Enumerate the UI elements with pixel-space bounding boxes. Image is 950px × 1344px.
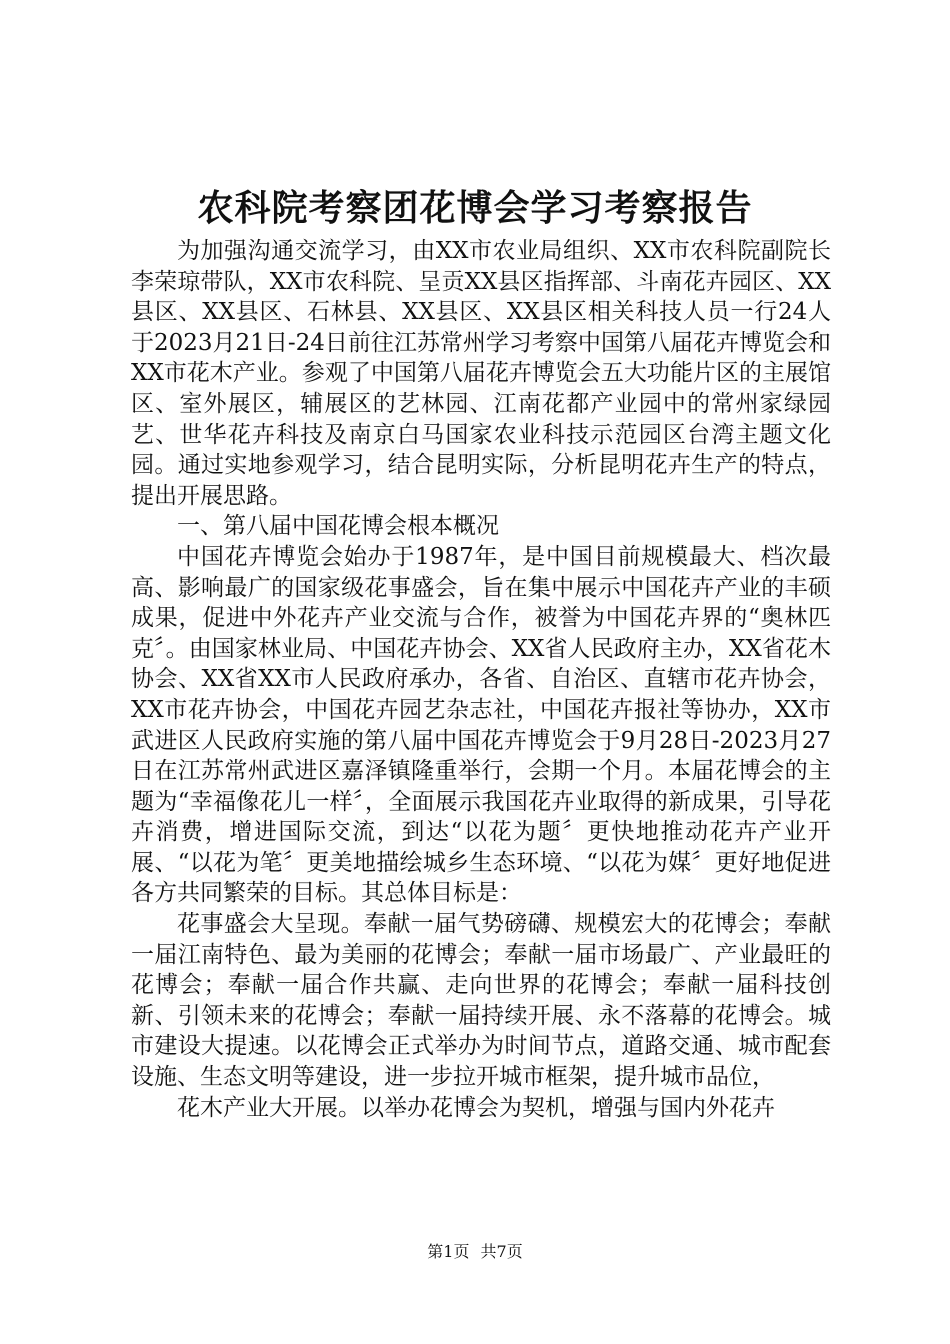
document-title: 农科院考察团花博会学习考察报告 [197, 187, 753, 229]
paragraph-industry: 花木产业大开展。以举办花博会为契机，增强与国内外花卉 [177, 1094, 775, 1121]
page-footer [0, 1240, 950, 1264]
page-number: 第1页 [427, 1242, 470, 1261]
paragraph-intro: 为加强沟通交流学习，由XX市农业局组织、XX市农科院副院长李荣琼带队，XX市农科院、呈贡XX县区指挥部、斗南花卉园区、XX县区、XX县区、石林县、XX县区、XX县区相关科技人员一行24人于2023月21日-24日前往江苏常州学习考察中国第八届花卉博览会和XX市花木产业。参观了中国第八届花卉博览会五大功能片区的主展馆区、室外展区，辅展区的艺林园、江南花都产业园中的常州家绿园艺、世华花卉科技及南京白马国家农业科技示范园区台湾主题文化园。通过实地参观学习，结合昆明实际，分析昆明花卉生产的特点，提出开展思路。 [131, 238, 831, 509]
page-total: 共7页 [480, 1242, 523, 1261]
document-body [131, 236, 831, 1123]
paragraph-goals: 花事盛会大呈现。奉献一届气势磅礴、规模宏大的花博会；奉献一届江南特色、最为美丽的花博会；奉献一届市场最广、产业最旺的花博会；奉献一届合作共赢、走向世界的花博会；奉献一届科技创新、引领未来的花博会；奉献一届持续开展、永不落幕的花博会。城市建设大提速。以花博会正式举办为时间节点，道路交通、城市配套设施、生态文明等建设，进一步拉开城市框架，提升城市品位， [131, 911, 831, 1091]
paragraph-overview: 中国花卉博览会始办于1987年，是中国目前规模最大、档次最高、影响最广的国家级花事盛会，旨在集中展示中国花卉产业的丰硕成果，促进中外花卉产业交流与合作，被誉为中国花卉界的“奥林匹克〞。由国家林业局、中国花卉协会、XX省人民政府主办，XX省花木协会、XX省XX市人民政府承办，各省、自治区、直辖市花卉协会，XX市花卉协会，中国花卉园艺杂志社，中国花卉报社等协办，XX市武进区人民政府实施的第八届中国花卉博览会于9月28日-2023月27日在江苏常州武进区嘉泽镇隆重举行，会期一个月。本届花博会的主题为“幸福像花儿一样〞，全面展示我国花卉业取得的新成果，引导花卉消费，增进国际交流，到达“以花为题〞更快地推动花卉产业开展、“以花为笔〞更美地描绘城乡生态环境、“以花为媒〞更好地促进各方共同繁荣的目标。其总体目标是： [131, 543, 831, 907]
section-heading: 一、第八届中国花博会根本概况 [177, 513, 499, 540]
